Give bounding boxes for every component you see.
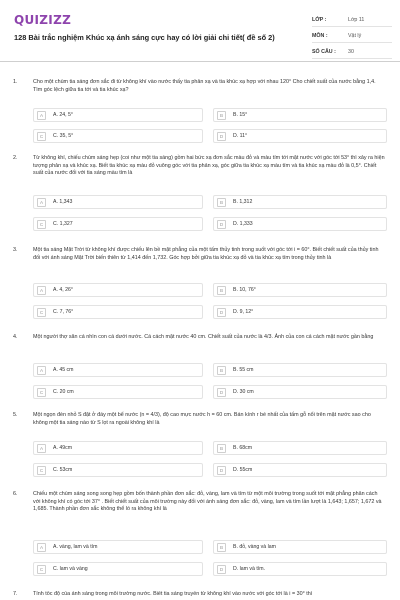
question-text: Cho một chùm tia sáng đơn sắc đi từ không khí vào nước thấy tia phản xạ và tia khúc xạ hợp với nhau 120° Cho chiết suất của nước bằng 1,4. Tìm góc lệch giữa tia tới và tia khúc xạ?: [33, 79, 376, 93]
option-text: D. 55cm: [233, 467, 253, 473]
option-d[interactable]: [213, 217, 387, 231]
option-letter: B: [217, 111, 226, 120]
option-text: C. 7, 76°: [53, 309, 74, 315]
option-text: A. 24, 5°: [53, 112, 73, 118]
option-text: A. 4, 26°: [53, 287, 73, 293]
option-d[interactable]: [213, 385, 387, 399]
option-text: B. 15°: [233, 112, 248, 118]
option-letter: B: [217, 198, 226, 207]
meta-question-count: [312, 45, 392, 59]
option-b[interactable]: [213, 540, 387, 554]
option-c[interactable]: [33, 129, 203, 143]
question-number: 2.: [13, 155, 18, 161]
option-letter: D: [217, 466, 226, 475]
option-letter: C: [37, 388, 46, 397]
question-number: 5.: [13, 412, 18, 418]
option-c[interactable]: [33, 562, 203, 576]
option-letter: B: [217, 366, 226, 375]
option-letter: A: [37, 286, 46, 295]
option-d[interactable]: [213, 129, 387, 143]
option-text: D. lam và tím.: [233, 566, 265, 572]
worksheet-title: 128 Bài trắc nghiệm Khúc xạ ánh sáng cực hay có lời giải chi tiết( đề số 2): [14, 33, 275, 42]
option-letter: C: [37, 565, 46, 574]
option-b[interactable]: [213, 283, 387, 297]
option-letter: A: [37, 198, 46, 207]
option-a[interactable]: [33, 540, 203, 554]
question-number: 7.: [13, 591, 18, 597]
meta-subject: [312, 29, 392, 43]
option-text: A. 1,343: [53, 199, 73, 205]
option-text: C. lam và vàng: [53, 566, 88, 572]
option-text: C. 1,327: [53, 221, 73, 227]
question-text: Chiếu một chùm sáng song song hẹp gồm bốn thành phần đơn sắc: đỏ, vàng, lam và tím từ một môi trường trong suốt tới mặt phẳng phân cách với không khí có góc tới 37° . Biết chiết suất của môi trường này đối với ánh sáng đơn sắc: đỏ, vàng, lam và tím lần lượt là 1,643; 1,657; 1,672 và 1,685. Thành phần đơn sắc không thể ló ra không khí là: [33, 491, 382, 513]
option-letter: D: [217, 132, 226, 141]
option-d[interactable]: [213, 463, 387, 477]
option-text: B. đỏ, vàng và lam: [233, 544, 276, 550]
option-text: B. 10, 76°: [233, 287, 256, 293]
option-letter: D: [217, 220, 226, 229]
option-b[interactable]: [213, 195, 387, 209]
meta-value: Vật lý: [348, 32, 362, 39]
option-a[interactable]: [33, 441, 203, 455]
option-b[interactable]: [213, 108, 387, 122]
option-b[interactable]: [213, 363, 387, 377]
option-c[interactable]: [33, 305, 203, 319]
option-d[interactable]: [213, 562, 387, 576]
option-text: B. 1,312: [233, 199, 253, 205]
meta-label: SỐ CÂU :: [312, 48, 336, 55]
option-c[interactable]: [33, 385, 203, 399]
option-text: D. 1,333: [233, 221, 253, 227]
option-text: D. 11°: [233, 133, 248, 139]
question-number: 4.: [13, 334, 18, 340]
question-number: 3.: [13, 247, 18, 253]
meta-class: [312, 13, 392, 27]
option-letter: C: [37, 466, 46, 475]
option-c[interactable]: [33, 463, 203, 477]
option-letter: A: [37, 543, 46, 552]
question-text: Tính tốc độ của ánh sáng trong môi trường nước. Biết tia sáng truyền từ không khí vào nước với góc tới là i = 30° thì: [33, 591, 313, 597]
option-letter: A: [37, 111, 46, 120]
option-b[interactable]: [213, 441, 387, 455]
option-a[interactable]: [33, 363, 203, 377]
quizizz-logo: QUIZIZZ: [14, 13, 72, 27]
option-letter: B: [217, 444, 226, 453]
option-text: C. 35, 5°: [53, 133, 74, 139]
option-text: B. 68cm: [233, 445, 253, 451]
option-a[interactable]: [33, 283, 203, 297]
option-letter: B: [217, 543, 226, 552]
meta-value: 30: [348, 48, 354, 55]
option-text: D. 9, 12°: [233, 309, 254, 315]
meta-label: LỚP :: [312, 16, 327, 23]
option-text: A. 49cm: [53, 445, 73, 451]
option-a[interactable]: [33, 108, 203, 122]
option-letter: B: [217, 286, 226, 295]
option-c[interactable]: [33, 217, 203, 231]
option-letter: C: [37, 308, 46, 317]
question-text: Một ngọn đèn nhỏ S đặt ở đáy một bể nước (n = 4/3), độ cao mực nước h = 60 cm. Bán kính r bé nhất của tấm gỗ nổi trên mặt nước sao cho không một tia sáng nào từ S lọt ra ngoài không khí là: [33, 412, 371, 426]
question-text: Một người thợ săn cá nhìn con cá dưới nước. Cá cách mặt nước 40 cm. Chiết suất của nước là 4/3. Ảnh của con cá cách mặt nước gần bằng: [33, 334, 374, 340]
option-text: D. 30 cm: [233, 389, 254, 395]
option-letter: D: [217, 565, 226, 574]
meta-value: Lớp 11: [348, 16, 365, 23]
option-letter: C: [37, 220, 46, 229]
option-text: C. 53cm: [53, 467, 73, 473]
question-number: 6.: [13, 491, 18, 497]
option-a[interactable]: [33, 195, 203, 209]
option-letter: D: [217, 388, 226, 397]
option-text: C. 20 cm: [53, 389, 74, 395]
option-letter: A: [37, 444, 46, 453]
question-number: 1.: [13, 79, 18, 85]
option-text: A. 45 cm: [53, 367, 74, 373]
worksheet-header: [0, 0, 400, 62]
question-text: Từ không khí, chiếu chùm sáng hẹp (coi như một tia sáng) gồm hai bức xạ đơn sắc màu đỏ và màu tím tới mặt nước với góc tới 53° thì xảy ra hiện tượng phản xạ và khúc xạ. Biết tia khúc xạ màu đỏ vuông góc với tia phản xạ, góc giữa tia khúc xạ màu tím và tia khúc xạ màu đỏ là 0,5°. Chiết suất của nước đối với tia sáng màu tím là: [33, 155, 385, 177]
option-letter: D: [217, 308, 226, 317]
option-d[interactable]: [213, 305, 387, 319]
option-text: A. vàng, lam và tím: [53, 544, 98, 550]
question-text: Một tia sáng Mặt Trời từ không khí được chiếu lên bề mặt phẳng của một tấm thủy tinh trong suốt với góc tới i = 60°. Biết chiết suất của thủy tinh đối với ánh sáng Mặt Trời biến thiên từ 1,414 đến 1,732. Góc hợp bởi giữa tia khúc xạ đỏ và tia khúc xạ tím trong thủy tinh là: [33, 247, 379, 261]
worksheet-meta: [312, 13, 392, 61]
option-letter: A: [37, 366, 46, 375]
option-text: B. 55 cm: [233, 367, 254, 373]
meta-label: MÔN :: [312, 32, 328, 39]
option-letter: C: [37, 132, 46, 141]
